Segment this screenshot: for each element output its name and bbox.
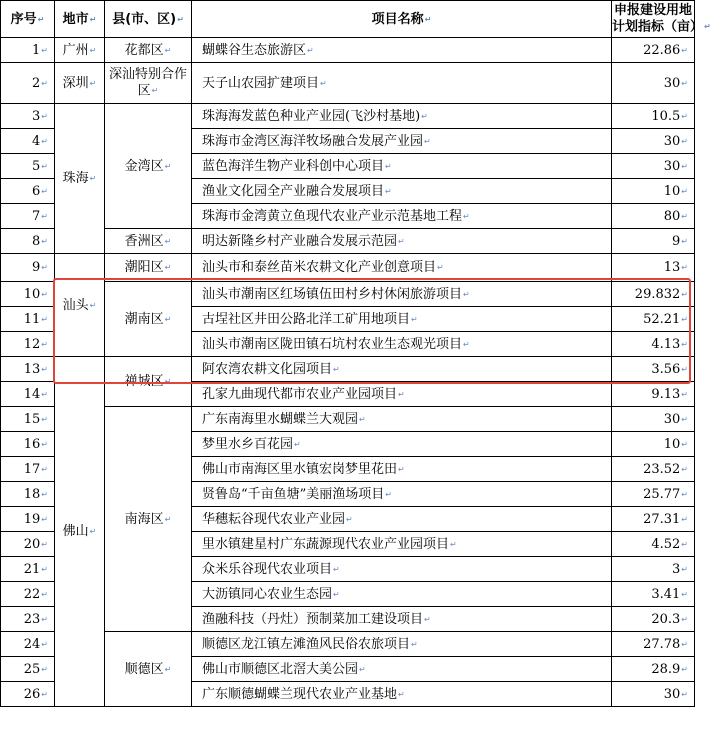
seq-cell: 2↵	[1, 63, 55, 104]
seq-cell: 5↵	[1, 154, 55, 179]
table-row	[1, 38, 695, 63]
area-cell: 29.832↵	[612, 282, 695, 307]
project-cell: 古埕社区井田公路北洋工矿用地项目↵	[192, 307, 612, 332]
seq-cell: 24↵	[1, 632, 55, 657]
area-cell: 3.56↵	[612, 357, 695, 382]
header-seq: 序号↵	[1, 1, 55, 38]
project-cell: 阿农湾农耕文化园项目↵	[192, 357, 612, 382]
area-cell: 3.41↵	[612, 582, 695, 607]
project-cell: 蓝色海洋生物产业科创中心项目↵	[192, 154, 612, 179]
city-cell: 汕头↵	[55, 254, 105, 357]
area-cell: 27.31↵	[612, 507, 695, 532]
seq-cell: 6↵	[1, 179, 55, 204]
seq-cell: 10↵	[1, 282, 55, 307]
seq-cell: 11↵	[1, 307, 55, 332]
city-cell: 佛山↵	[55, 357, 105, 707]
project-cell: 佛山市顺德区北滘大美公园↵	[192, 657, 612, 682]
seq-cell: 16↵	[1, 432, 55, 457]
header-county: 县(市、区)↵	[105, 1, 192, 38]
county-cell: 南海区↵	[105, 407, 192, 632]
seq-cell: 9↵	[1, 254, 55, 282]
city-cell: 广州↵	[55, 38, 105, 63]
project-cell: 汕头市潮南区红场镇伍田村乡村休闲旅游项目↵	[192, 282, 612, 307]
project-cell: 梦里水乡百花园↵	[192, 432, 612, 457]
area-cell: 27.78↵	[612, 632, 695, 657]
seq-cell: 15↵	[1, 407, 55, 432]
county-cell: 禅城区↵	[105, 357, 192, 407]
project-cell: 明达新隆乡村产业融合发展示范园↵	[192, 229, 612, 254]
area-cell: 30↵	[612, 407, 695, 432]
project-cell: 渔融科技（丹灶）预制菜加工建设项目↵	[192, 607, 612, 632]
project-cell: 佛山市南海区里水镇宏岗梦里花田↵	[192, 457, 612, 482]
seq-cell: 8↵	[1, 229, 55, 254]
area-cell: 22.86↵	[612, 38, 695, 63]
table-row	[1, 282, 695, 307]
area-cell: 4.13↵	[612, 332, 695, 357]
county-cell: 顺德区↵	[105, 632, 192, 707]
seq-cell: 13↵	[1, 357, 55, 382]
project-cell: 顺德区龙江镇左滩渔风民俗农旅项目↵	[192, 632, 612, 657]
table-row	[1, 63, 695, 104]
seq-cell: 25↵	[1, 657, 55, 682]
area-cell: 13↵	[612, 254, 695, 282]
project-cell: 蝴蝶谷生态旅游区↵	[192, 38, 612, 63]
county-cell: 深汕特别合作区↵	[105, 63, 192, 104]
area-cell: 9↵	[612, 229, 695, 254]
area-cell: 30↵	[612, 63, 695, 104]
seq-cell: 17↵	[1, 457, 55, 482]
seq-cell: 23↵	[1, 607, 55, 632]
table-row	[1, 104, 695, 129]
project-cell: 汕头市潮南区陇田镇石坑村农业生态观光项目↵	[192, 332, 612, 357]
area-cell: 52.21↵	[612, 307, 695, 332]
area-cell: 4.52↵	[612, 532, 695, 557]
seq-cell: 14↵	[1, 382, 55, 407]
project-cell: 广东南海里水蝴蝶兰大观园↵	[192, 407, 612, 432]
project-cell: 孔家九曲现代都市农业产业园项目↵	[192, 382, 612, 407]
county-cell: 香洲区↵	[105, 229, 192, 254]
seq-cell: 12↵	[1, 332, 55, 357]
area-cell: 9.13↵	[612, 382, 695, 407]
table-row	[1, 407, 695, 432]
area-cell: 30↵	[612, 154, 695, 179]
area-cell: 30↵	[612, 682, 695, 707]
seq-cell: 21↵	[1, 557, 55, 582]
county-cell: 金湾区↵	[105, 104, 192, 229]
project-cell: 贤鲁岛“千亩鱼塘”美丽渔场项目↵	[192, 482, 612, 507]
header-city: 地市↵	[55, 1, 105, 38]
table-row	[1, 632, 695, 657]
city-cell: 珠海↵	[55, 104, 105, 254]
area-cell: 10↵	[612, 179, 695, 204]
project-cell: 珠海市金湾区海洋牧场融合发展产业园↵	[192, 129, 612, 154]
table-row	[1, 357, 695, 382]
county-cell: 潮南区↵	[105, 282, 192, 357]
header-area: 申报建设用地 计划指标（亩）↵	[612, 1, 695, 38]
project-cell: 里水镇建星村广东蔬源现代农业产业园项目↵	[192, 532, 612, 557]
area-cell: 25.77↵	[612, 482, 695, 507]
seq-cell: 26↵	[1, 682, 55, 707]
county-cell: 花都区↵	[105, 38, 192, 63]
project-cell: 大沥镇同心农业生态园↵	[192, 582, 612, 607]
header-project: 项目名称↵	[192, 1, 612, 38]
seq-cell: 1↵	[1, 38, 55, 63]
area-cell: 80↵	[612, 204, 695, 229]
seq-cell: 20↵	[1, 532, 55, 557]
project-cell: 广东顺德蝴蝶兰现代农业产业基地↵	[192, 682, 612, 707]
seq-cell: 22↵	[1, 582, 55, 607]
area-cell: 30↵	[612, 129, 695, 154]
area-cell: 23.52↵	[612, 457, 695, 482]
project-cell: 珠海市金湾黄立鱼现代农业产业示范基地工程↵	[192, 204, 612, 229]
seq-cell: 19↵	[1, 507, 55, 532]
area-cell: 28.9↵	[612, 657, 695, 682]
city-cell: 深圳↵	[55, 63, 105, 104]
project-cell: 珠海海发蓝色种业产业园(飞沙村基地)↵	[192, 104, 612, 129]
project-cell: 华穗耘谷现代农业产业园↵	[192, 507, 612, 532]
seq-cell: 18↵	[1, 482, 55, 507]
county-cell: 潮阳区↵	[105, 254, 192, 282]
project-cell: 汕头市和泰丝苗米农耕文化产业创意项目↵	[192, 254, 612, 282]
seq-cell: 7↵	[1, 204, 55, 229]
area-cell: 20.3↵	[612, 607, 695, 632]
seq-cell: 4↵	[1, 129, 55, 154]
project-cell: 众米乐谷现代农业项目↵	[192, 557, 612, 582]
area-cell: 3↵	[612, 557, 695, 582]
project-cell: 渔业文化园全产业融合发展项目↵	[192, 179, 612, 204]
header-row	[1, 1, 695, 38]
seq-cell: 3↵	[1, 104, 55, 129]
area-cell: 10.5↵	[612, 104, 695, 129]
table-row	[1, 229, 695, 254]
area-cell: 10↵	[612, 432, 695, 457]
table-row	[1, 254, 695, 282]
project-cell: 天子山农园扩建项目↵	[192, 63, 612, 104]
